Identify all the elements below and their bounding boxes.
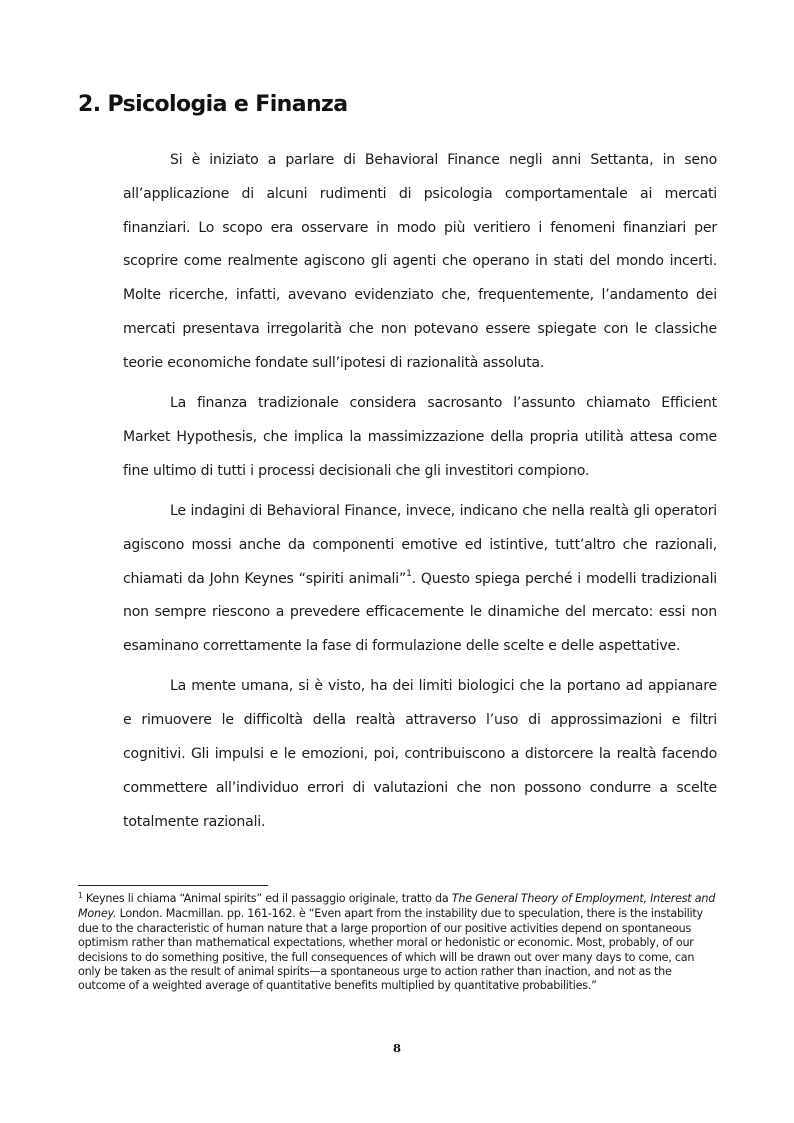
paragraph-3: [123, 495, 717, 664]
paragraph-2: La finanza tradizionale considera sacrosanto l’assunto chiamato Efficient Market Hypothesis, che implica la massimizzazione della propria utilità attesa come fine ultimo di tutti i processi decisionali che gli investitori compiono.: [123, 395, 717, 479]
page-number: 8: [392, 1041, 401, 1055]
section-heading: 2. Psicologia e Finanza: [78, 92, 348, 117]
footnote-intro: Keynes li chiama “Animal spirits” ed il passaggio originale, tratto da: [82, 892, 452, 905]
footnote-1: [78, 892, 718, 994]
paragraph-3-text-after: . Questo spiega perché i modelli tradizionali non sempre riescono a prevedere efficacemente le dinamiche del mercato: essi non esaminano correttamente la fase di formulazione delle scelte e delle aspettative.: [123, 570, 718, 655]
paragraph-3-text-before: Le indagini di Behavioral Finance, invece, indicano che nella realtà gli operatori agiscono mossi anche da componenti emotive ed istintive, tutt’altro che razionali, chiamati da John Keynes “spiriti animali”: [123, 502, 717, 587]
body-text: [123, 144, 717, 846]
footnote-separator: [78, 885, 268, 886]
footnote-reference[interactable]: 1: [406, 568, 412, 579]
footnote-book-title: The General Theory of Employment, Interest and Money.: [78, 892, 716, 921]
footnote-number: 1: [78, 891, 83, 900]
paragraph-1: Si è iniziato a parlare di Behavioral Finance negli anni Settanta, in seno all’applicazione di alcuni rudimenti di psicologia comportamentale ai mercati finanziari. Lo scopo era osservare in modo più veritiero i fenomeni finanziari per scoprire come realmente agiscono gli agenti che operano in stati del mondo incerti. Molte ricerche, infatti, avevano evidenziato che, frequentemente, l’andamento dei mercati presentava irregolarità che non potevano essere spiegate con le classiche teorie economiche fondate sull’ipotesi di razionalità assoluta.: [123, 152, 717, 371]
paragraph-4: La mente umana, si è visto, ha dei limiti biologici che la portano ad appianare e rimuovere le difficoltà della realtà attraverso l’uso di approssimazioni e filtri cognitivi. Gli impulsi e le emozioni, poi, contribuiscono a distorcere la realtà facendo commettere all’individuo errori di valutazioni che non possono condurre a scelte totalmente razionali.: [123, 678, 717, 830]
footnote-body: London. Macmillan. pp. 161-162. è “Even apart from the instability due to speculation, there is the instability due to the characteristic of human nature that a large proportion of our positive activities depend on spontaneous optimism rather than mathematical expectations, whether moral or hedonistic or economic. Most, probably, of our decisions to do something positive, the full consequences of which will be drawn out over many days to come, can only be taken as the result of animal spirits—a spontaneous urge to action rather than inaction, and not as the outcome of a weighted average of quantitative benefits multiplied by quantitative probabilities.”: [78, 907, 703, 993]
